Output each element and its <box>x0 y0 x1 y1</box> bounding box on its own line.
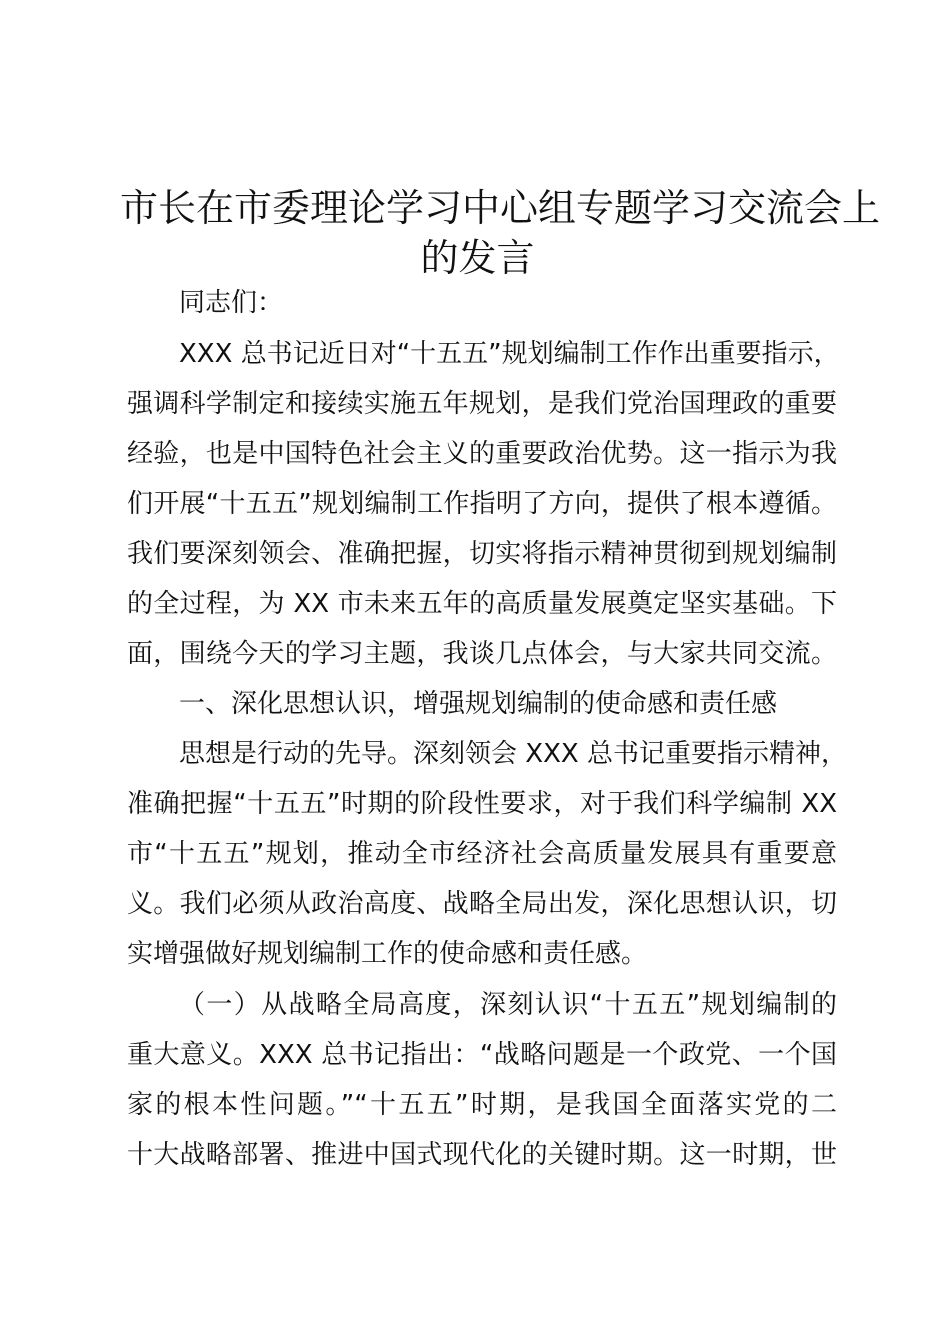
body-line: 家的根本性问题。”“十五五”时期，是我国全面落实党的二 <box>127 1090 837 1120</box>
section-heading: 一、深化思想认识，增强规划编制的使命感和责任感 <box>179 689 778 719</box>
document-title-line-2: 的发言 <box>420 236 535 280</box>
body-line: 十大战略部署、推进中国式现代化的关键时期。这一时期，世 <box>127 1140 837 1170</box>
body-line: 准确把握“十五五”时期的阶段性要求，对于我们科学编制 XX <box>127 789 837 819</box>
body-line: 经验，也是中国特色社会主义的重要政治优势。这一指示为我 <box>127 439 837 469</box>
body-line: （一）从战略全局高度，深刻认识“十五五”规划编制的 <box>179 990 837 1020</box>
document-title-line-1: 市长在市委理论学习中心组专题学习交流会上 <box>120 186 881 230</box>
body-line: 义。我们必须从政治高度、战略全局出发，深化思想认识，切 <box>127 889 837 919</box>
salutation: 同志们： <box>179 288 284 318</box>
body-line: 面，围绕今天的学习主题，我谈几点体会，与大家共同交流。 <box>127 639 837 669</box>
body-line: 重大意义。XXX 总书记指出：“战略问题是一个政党、一个国 <box>127 1040 837 1070</box>
body-line: 们开展“十五五”规划编制工作指明了方向，提供了根本遵循。 <box>127 489 837 519</box>
body-line: 实增强做好规划编制工作的使命感和责任感。 <box>127 939 648 969</box>
body-line: 的全过程，为 XX 市未来五年的高质量发展奠定坚实基础。下 <box>127 589 837 619</box>
body-line: 强调科学制定和接续实施五年规划，是我们党治国理政的重要 <box>127 389 837 419</box>
body-line: 我们要深刻领会、准确把握，切实将指示精神贯彻到规划编制 <box>127 539 837 569</box>
body-line: 市“十五五”规划，推动全市经济社会高质量发展具有重要意 <box>127 839 837 869</box>
body-line: 思想是行动的先导。深刻领会 XXX 总书记重要指示精神， <box>179 739 847 769</box>
body-line: XXX 总书记近日对“十五五”规划编制工作作出重要指示， <box>179 339 840 369</box>
